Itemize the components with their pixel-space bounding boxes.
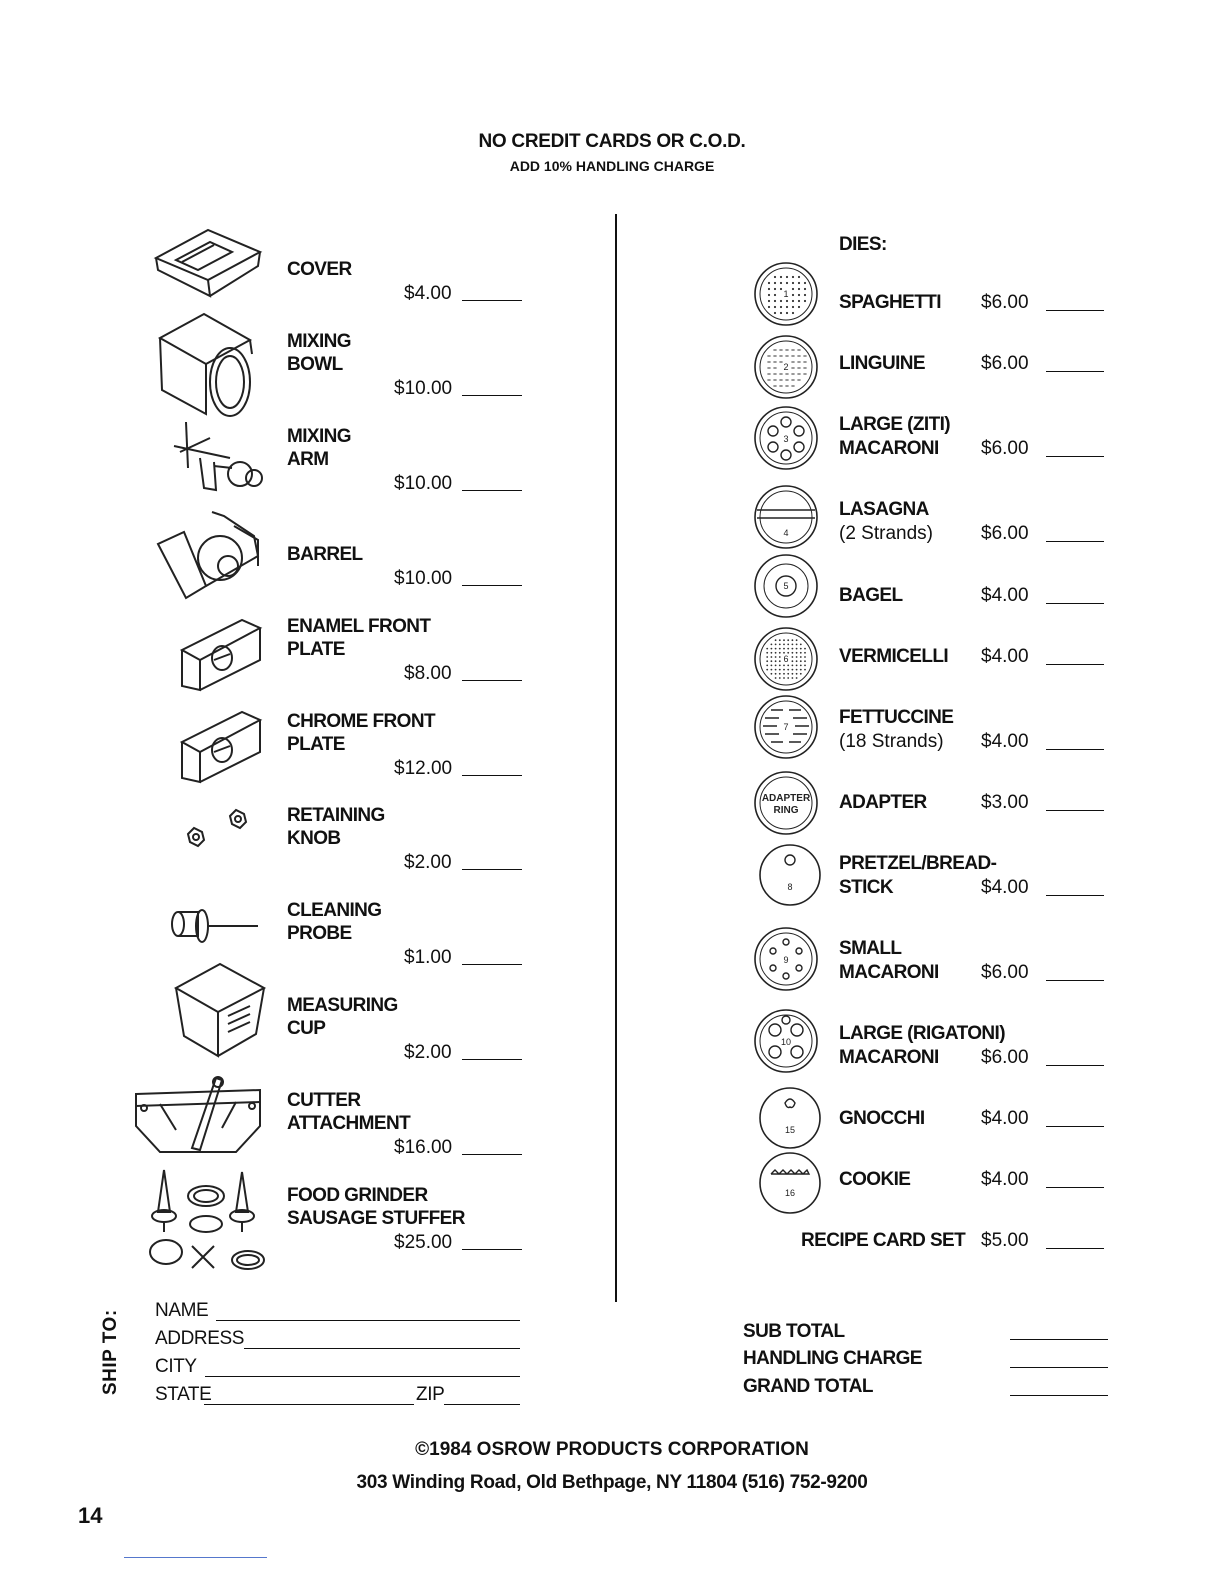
die-name-adapter: ADAPTER: [839, 792, 927, 813]
die-price-gnocchi: $4.00: [981, 1108, 1029, 1129]
die-price-pretzel: $4.00: [981, 877, 1029, 898]
recipe-card-set-price: $5.00: [981, 1230, 1029, 1251]
part-price-mixing-bowl: $10.00: [394, 378, 453, 399]
spaghetti-die-icon: [753, 261, 819, 327]
part-price-cleaning-probe: $1.00: [404, 947, 452, 968]
die-name-vermicelli: VERMICELLI: [839, 646, 949, 667]
barrel-icon: [154, 508, 266, 608]
die-price-vermicelli: $4.00: [981, 646, 1029, 667]
part-price-measuring-cup: $2.00: [404, 1042, 452, 1063]
company-address: 303 Winding Road, Old Bethpage, NY 11804 (516) 752-9200: [356, 1472, 868, 1493]
page-number: 14: [78, 1503, 103, 1528]
retaining-knob-icon: [184, 806, 248, 852]
recipe-card-set-label: RECIPE CARD SET: [801, 1230, 966, 1251]
part-name-barrel: BARREL: [287, 544, 363, 565]
pretzel-die-icon: [757, 842, 823, 908]
part-name-food-grinder-1: FOOD GRINDER: [287, 1185, 428, 1206]
grand-total-label: GRAND TOTAL: [743, 1376, 873, 1397]
part-name-mixing-bowl-1: MIXING: [287, 331, 351, 352]
rigatoni-die-icon: [753, 1008, 819, 1074]
die-price-lasagna: $6.00: [981, 523, 1029, 544]
svg-text:16: 16: [784, 1188, 796, 1198]
cover-icon: [152, 222, 264, 302]
adapter-ring-icon: [753, 770, 819, 836]
chrome-front-plate-icon: [178, 704, 264, 784]
qty-blank-food-grinder[interactable]: [462, 1249, 522, 1250]
linguine-die-icon: [753, 334, 819, 400]
die-price-spaghetti: $6.00: [981, 292, 1029, 313]
die-name-cookie: COOKIE: [839, 1169, 911, 1190]
name-field[interactable]: [216, 1320, 520, 1321]
vermicelli-die-icon: [753, 626, 819, 692]
die-name-ziti-2: MACARONI: [839, 438, 939, 459]
state-field[interactable]: [204, 1404, 414, 1405]
qty-blank-fettuccine[interactable]: [1046, 749, 1104, 750]
part-name-cutter-attachment-2: ATTACHMENT: [287, 1113, 411, 1134]
part-name-mixing-arm-2: ARM: [287, 449, 329, 470]
address-field[interactable]: [244, 1348, 520, 1349]
city-label: CITY: [155, 1356, 197, 1377]
die-name-small-macaroni-2: MACARONI: [839, 962, 939, 983]
qty-blank-mixing-bowl[interactable]: [462, 395, 522, 396]
die-price-fettuccine: $4.00: [981, 731, 1029, 752]
subtotal-field[interactable]: [1010, 1339, 1108, 1340]
fettuccine-die-icon: [753, 694, 819, 760]
die-name-gnocchi: GNOCCHI: [839, 1108, 925, 1129]
food-grinder-icon: [144, 1166, 270, 1278]
die-name-lasagna: LASAGNA: [839, 499, 929, 520]
die-price-small-macaroni: $6.00: [981, 962, 1029, 983]
qty-blank-barrel[interactable]: [462, 585, 522, 586]
qty-blank-gnocchi[interactable]: [1046, 1126, 1104, 1127]
part-price-chrome-front-plate: $12.00: [394, 758, 453, 779]
part-name-mixing-arm-1: MIXING: [287, 426, 351, 447]
lasagna-die-icon: [753, 484, 819, 550]
die-name-fettuccine: FETTUCCINE: [839, 707, 954, 728]
die-sub-fettuccine: (18 Strands): [839, 731, 944, 752]
svg-text:6: 6: [783, 654, 789, 664]
svg-text:5: 5: [783, 581, 789, 591]
mixing-bowl-icon: [156, 310, 268, 418]
ship-to-title: SHIP TO:: [100, 1309, 121, 1395]
cutter-attachment-icon: [132, 1072, 266, 1156]
qty-blank-bagel[interactable]: [1046, 603, 1104, 604]
qty-blank-adapter[interactable]: [1046, 810, 1104, 811]
svg-text:10: 10: [780, 1037, 792, 1047]
part-name-enamel-front-plate-2: PLATE: [287, 639, 345, 660]
part-price-retaining-knob: $2.00: [404, 852, 452, 873]
die-name-ziti-1: LARGE (ZITI): [839, 414, 951, 435]
die-sub-lasagna: (2 Strands): [839, 523, 933, 544]
part-price-mixing-arm: $10.00: [394, 473, 453, 494]
bagel-die-icon: [753, 553, 819, 619]
part-name-enamel-front-plate-1: ENAMEL FRONT: [287, 616, 431, 637]
part-name-mixing-bowl-2: BOWL: [287, 354, 343, 375]
address-label: ADDRESS: [155, 1328, 245, 1349]
svg-text:ADAPTER: ADAPTER: [761, 793, 811, 804]
part-name-retaining-knob-2: KNOB: [287, 828, 341, 849]
state-label: STATE: [155, 1384, 212, 1405]
die-price-ziti: $6.00: [981, 438, 1029, 459]
copyright-line: ©1984 OSROW PRODUCTS CORPORATION: [415, 1439, 809, 1460]
footer-rule: [124, 1557, 267, 1558]
part-name-chrome-front-plate-1: CHROME FRONT: [287, 711, 435, 732]
die-name-linguine: LINGUINE: [839, 353, 925, 374]
qty-blank-lasagna[interactable]: [1046, 541, 1104, 542]
svg-text:9: 9: [783, 955, 789, 965]
die-price-cookie: $4.00: [981, 1169, 1029, 1190]
grand-total-field[interactable]: [1010, 1395, 1108, 1396]
qty-blank-rigatoni[interactable]: [1046, 1065, 1104, 1066]
die-name-bagel: BAGEL: [839, 585, 903, 606]
svg-text:RING: RING: [773, 805, 799, 816]
qty-blank-enamel-front-plate[interactable]: [462, 680, 522, 681]
qty-blank-vermicelli[interactable]: [1046, 664, 1104, 665]
svg-text:15: 15: [784, 1125, 796, 1135]
svg-text:3: 3: [783, 434, 789, 444]
part-price-cover: $4.00: [404, 283, 452, 304]
qty-blank-mixing-arm[interactable]: [462, 490, 522, 491]
ziti-die-icon: [753, 405, 819, 471]
part-price-cutter-attachment: $16.00: [394, 1137, 453, 1158]
part-price-enamel-front-plate: $8.00: [404, 663, 452, 684]
svg-text:7: 7: [783, 722, 789, 732]
mixing-arm-icon: [170, 418, 266, 494]
enamel-front-plate-icon: [178, 612, 264, 692]
cleaning-probe-icon: [168, 906, 262, 946]
qty-blank-ziti[interactable]: [1046, 456, 1104, 457]
part-name-cleaning-probe-1: CLEANING: [287, 900, 382, 921]
part-name-retaining-knob-1: RETAINING: [287, 805, 385, 826]
die-name-rigatoni-1: LARGE (RIGATONI): [839, 1023, 1005, 1044]
die-price-rigatoni: $6.00: [981, 1047, 1029, 1068]
subtotal-label: SUB TOTAL: [743, 1321, 845, 1342]
svg-text:1: 1: [783, 289, 789, 299]
die-name-rigatoni-2: MACARONI: [839, 1047, 939, 1068]
die-name-small-macaroni-1: SMALL: [839, 938, 902, 959]
handling-charge-field[interactable]: [1010, 1367, 1108, 1368]
part-name-cutter-attachment-1: CUTTER: [287, 1090, 361, 1111]
qty-blank-linguine[interactable]: [1046, 371, 1104, 372]
qty-blank-cover[interactable]: [462, 300, 522, 301]
cookie-die-icon: [757, 1150, 823, 1216]
svg-text:2: 2: [783, 362, 789, 372]
small-macaroni-die-icon: [753, 926, 819, 992]
header-handling-charge: ADD 10% HANDLING CHARGE: [509, 158, 715, 174]
header-no-credit-cards: NO CREDIT CARDS OR C.O.D.: [478, 131, 746, 152]
handling-charge-label: HANDLING CHARGE: [743, 1348, 922, 1369]
die-price-adapter: $3.00: [981, 792, 1029, 813]
dies-title: DIES:: [839, 234, 887, 255]
part-name-cover: COVER: [287, 259, 352, 280]
die-name-pretzel-1: PRETZEL/BREAD-: [839, 853, 997, 874]
qty-blank-cutter-attachment[interactable]: [462, 1154, 522, 1155]
part-name-cleaning-probe-2: PROBE: [287, 923, 352, 944]
qty-blank-retaining-knob[interactable]: [462, 869, 522, 870]
qty-blank-small-macaroni[interactable]: [1046, 980, 1104, 981]
qty-blank-pretzel[interactable]: [1046, 895, 1104, 896]
part-price-barrel: $10.00: [394, 568, 453, 589]
part-price-food-grinder: $25.00: [394, 1232, 453, 1253]
part-name-food-grinder-2: SAUSAGE STUFFER: [287, 1208, 465, 1229]
measuring-cup-icon: [172, 960, 266, 1060]
svg-text:4: 4: [783, 528, 789, 538]
zip-field[interactable]: [444, 1404, 520, 1405]
column-divider: [615, 214, 617, 1302]
die-name-pretzel-2: STICK: [839, 877, 894, 898]
zip-label: ZIP: [416, 1384, 445, 1405]
qty-blank-cookie[interactable]: [1046, 1187, 1104, 1188]
qty-blank-spaghetti[interactable]: [1046, 310, 1104, 311]
gnocchi-die-icon: [757, 1085, 823, 1151]
part-name-chrome-front-plate-2: PLATE: [287, 734, 345, 755]
qty-blank-recipe-card-set[interactable]: [1046, 1248, 1104, 1249]
die-price-bagel: $4.00: [981, 585, 1029, 606]
qty-blank-chrome-front-plate[interactable]: [462, 775, 522, 776]
part-name-measuring-cup-1: MEASURING: [287, 995, 398, 1016]
part-name-measuring-cup-2: CUP: [287, 1018, 326, 1039]
city-field[interactable]: [205, 1376, 520, 1377]
die-price-linguine: $6.00: [981, 353, 1029, 374]
qty-blank-measuring-cup[interactable]: [462, 1059, 522, 1060]
die-name-spaghetti: SPAGHETTI: [839, 292, 941, 313]
name-label: NAME: [155, 1300, 209, 1321]
qty-blank-cleaning-probe[interactable]: [462, 964, 522, 965]
svg-text:8: 8: [787, 882, 793, 892]
